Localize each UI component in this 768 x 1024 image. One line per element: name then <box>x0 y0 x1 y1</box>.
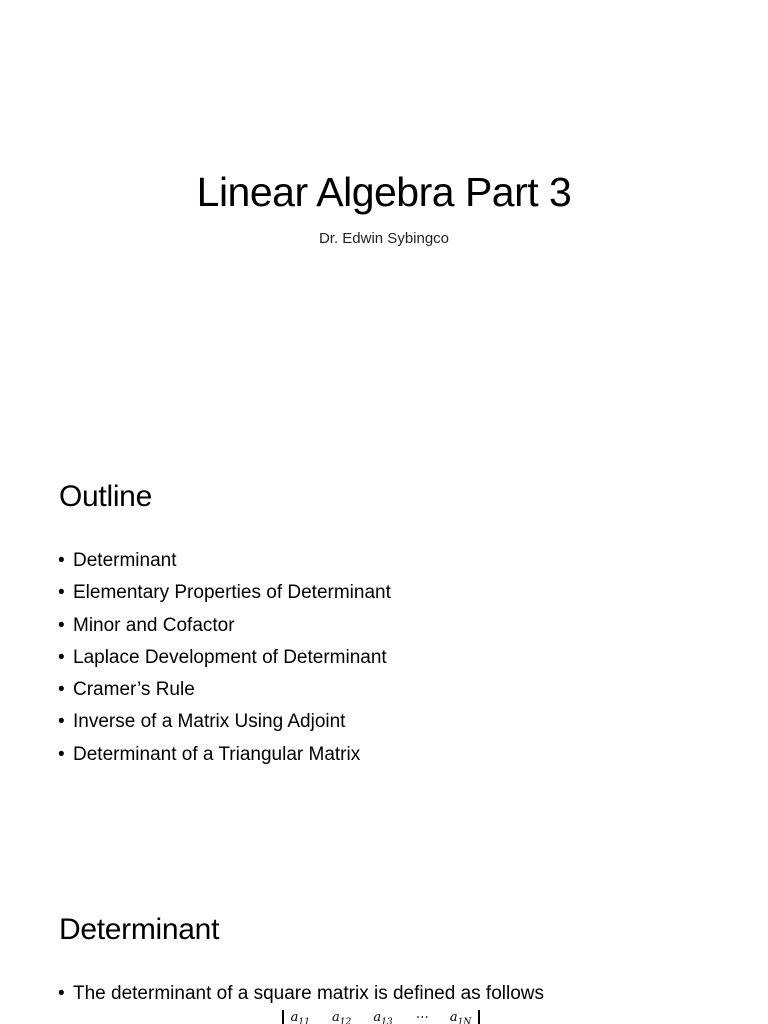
determinant-list <box>58 981 544 1013</box>
list-item-text: Cramer’s Rule <box>73 679 195 701</box>
list-item <box>58 580 391 612</box>
list-item <box>58 548 391 580</box>
bullet-icon: • <box>58 646 65 668</box>
determinant-matrix <box>279 1010 483 1024</box>
determinant-slide <box>0 864 768 1024</box>
list-item-text: Inverse of a Matrix Using Adjoint <box>73 711 346 733</box>
determinant-title: Determinant <box>59 913 220 946</box>
list-item <box>58 677 391 709</box>
list-item-text: Elementary Properties of Determinant <box>73 582 391 604</box>
list-item-text: Laplace Development of Determinant <box>73 646 387 668</box>
list-item-text: The determinant of a square matrix is defined as follows <box>73 983 545 1004</box>
bullet-icon: • <box>58 711 65 733</box>
matrix-cell: $a_{11}$ <box>290 1010 310 1024</box>
outline-list <box>58 548 391 774</box>
bullet-icon: • <box>58 679 65 701</box>
presentation-author: Dr. Edwin Sybingco <box>318 230 450 247</box>
matrix-cell: ⋯ <box>414 1010 428 1024</box>
matrix-left-bar <box>282 1010 284 1024</box>
bullet-icon: • <box>58 743 65 765</box>
title-slide <box>0 0 768 432</box>
outline-title: Outline <box>59 480 152 513</box>
list-item <box>58 709 391 741</box>
matrix-cell: $a_{13}$ <box>373 1010 393 1024</box>
list-item <box>58 645 391 677</box>
list-item-text: Determinant <box>73 550 177 571</box>
outline-slide <box>0 432 768 864</box>
bullet-icon: • <box>58 550 65 571</box>
list-item-text: Determinant of a Triangular Matrix <box>73 743 361 765</box>
bullet-icon: • <box>58 614 65 636</box>
presentation-title: Linear Algebra Part 3 <box>196 169 572 215</box>
list-item-text: Minor and Cofactor <box>73 614 235 636</box>
list-item <box>58 613 391 645</box>
bullet-icon: • <box>58 582 65 604</box>
bullet-icon: • <box>58 983 65 1004</box>
matrix-cell: $a_{1N}$ <box>449 1010 472 1024</box>
matrix-right-bar <box>478 1010 480 1024</box>
matrix-cell: $a_{12}$ <box>332 1010 352 1024</box>
list-item <box>58 981 544 1013</box>
list-item <box>58 742 391 774</box>
